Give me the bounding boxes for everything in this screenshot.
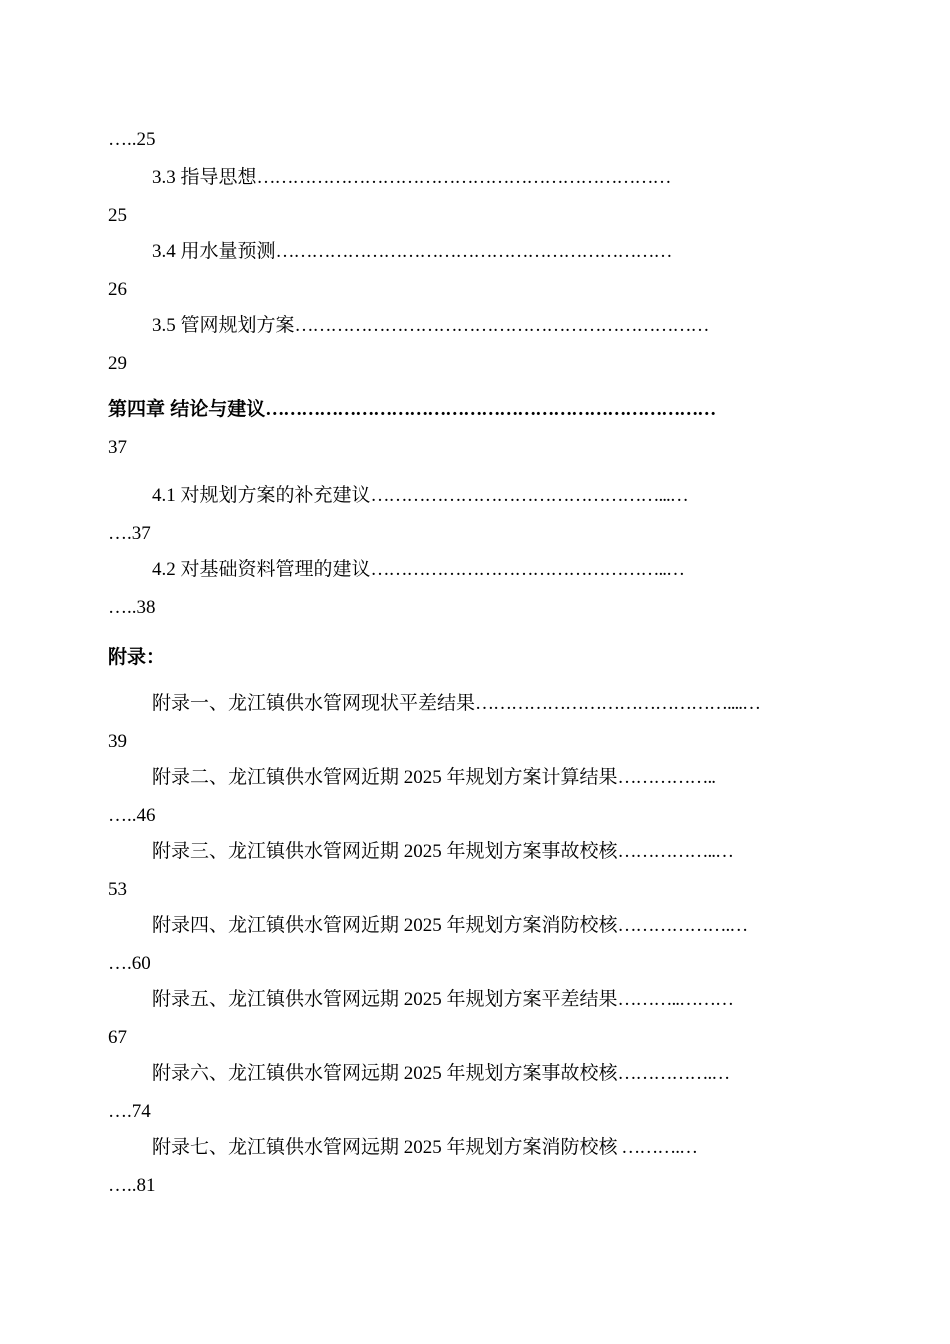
toc-appendix-page: ….74 xyxy=(108,1101,151,1122)
toc-appendix-page: 53 xyxy=(108,879,127,900)
toc-appendix-4[interactable] xyxy=(152,914,844,938)
toc-leader-dots: ……………..… xyxy=(617,841,734,862)
toc-entry-page: 25 xyxy=(108,205,127,226)
toc-leader-dots: …………….. xyxy=(617,767,716,788)
toc-entry-4-1[interactable] xyxy=(152,484,844,508)
toc-entry-3-4[interactable] xyxy=(152,240,844,264)
toc-appendix-title: 附录七、龙江镇供水管网远期 2025 年规划方案消防校核 xyxy=(152,1137,618,1158)
toc-appendix-page: …..81 xyxy=(108,1175,156,1196)
toc-leader-dots: ………..……… xyxy=(617,989,734,1010)
toc-appendix-page: …..46 xyxy=(108,805,156,826)
toc-entry-title: 4.1 对规划方案的补充建议 xyxy=(152,485,371,506)
toc-leader-dots: …………….… xyxy=(617,1063,730,1084)
toc-entry-title: 3.5 管网规划方案 xyxy=(152,315,295,336)
toc-appendix-1[interactable] xyxy=(152,692,844,716)
toc-chapter-title: 第四章 结论与建议 xyxy=(108,399,266,420)
toc-entry-3-3[interactable] xyxy=(152,166,844,190)
toc-continuation: …..25 xyxy=(108,129,156,150)
toc-entry-3-5[interactable] xyxy=(152,314,844,338)
toc-entry-page: 29 xyxy=(108,353,127,374)
toc-appendix-7[interactable] xyxy=(152,1136,844,1160)
toc-appendix-2[interactable] xyxy=(152,766,844,790)
toc-appendix-page: 39 xyxy=(108,731,127,752)
toc-entry-title: 4.2 对基础资料管理的建议 xyxy=(152,559,371,580)
toc-leader-dots: …………………………………………………………… xyxy=(256,167,671,188)
toc-appendix-page: 67 xyxy=(108,1027,127,1048)
toc-entry-page: 37 xyxy=(108,437,127,458)
toc-leader-dots: ……………….… xyxy=(617,915,748,936)
toc-appendix-title: 附录五、龙江镇供水管网远期 2025 年规划方案平差结果 xyxy=(152,989,618,1010)
toc-appendix-title: 附录二、龙江镇供水管网近期 2025 年规划方案计算结果 xyxy=(152,767,618,788)
toc-appendix-title: 附录三、龙江镇供水管网近期 2025 年规划方案事故校核 xyxy=(152,841,618,862)
toc-appendix-title: 附录一、龙江镇供水管网现状平差结果 xyxy=(152,693,476,714)
toc-appendix-3[interactable] xyxy=(152,840,844,864)
toc-entry-page: …..38 xyxy=(108,597,156,618)
appendix-heading: 附录： xyxy=(108,647,166,668)
toc-leader-dots: …………………………………………..… xyxy=(370,559,685,580)
toc-entry-title: 3.3 指导思想 xyxy=(152,167,257,188)
toc-appendix-5[interactable] xyxy=(152,988,844,1012)
toc-entry-4-2[interactable] xyxy=(152,558,844,582)
toc-appendix-title: 附录六、龙江镇供水管网远期 2025 年规划方案事故校核 xyxy=(152,1063,618,1084)
toc-leader-dots: …………………………………………………………… xyxy=(294,315,709,336)
toc-entry-title: 3.4 用水量预测 xyxy=(152,241,276,262)
toc-leader-dots: ………………………………………………………… xyxy=(275,241,672,262)
toc-chapter-4[interactable] xyxy=(108,398,844,422)
toc-appendix-6[interactable] xyxy=(152,1062,844,1086)
toc-leader-dots: ……….… xyxy=(617,1137,698,1158)
toc-leader-dots: ………………………………………………………………… xyxy=(265,399,716,420)
toc-entry-page: 26 xyxy=(108,279,127,300)
toc-leader-dots: ……………………………………....… xyxy=(475,693,761,714)
toc-leader-dots: …………………………………………...… xyxy=(370,485,688,506)
toc-appendix-page: ….60 xyxy=(108,953,151,974)
toc-appendix-title: 附录四、龙江镇供水管网近期 2025 年规划方案消防校核 xyxy=(152,915,618,936)
toc-entry-page: ….37 xyxy=(108,523,151,544)
